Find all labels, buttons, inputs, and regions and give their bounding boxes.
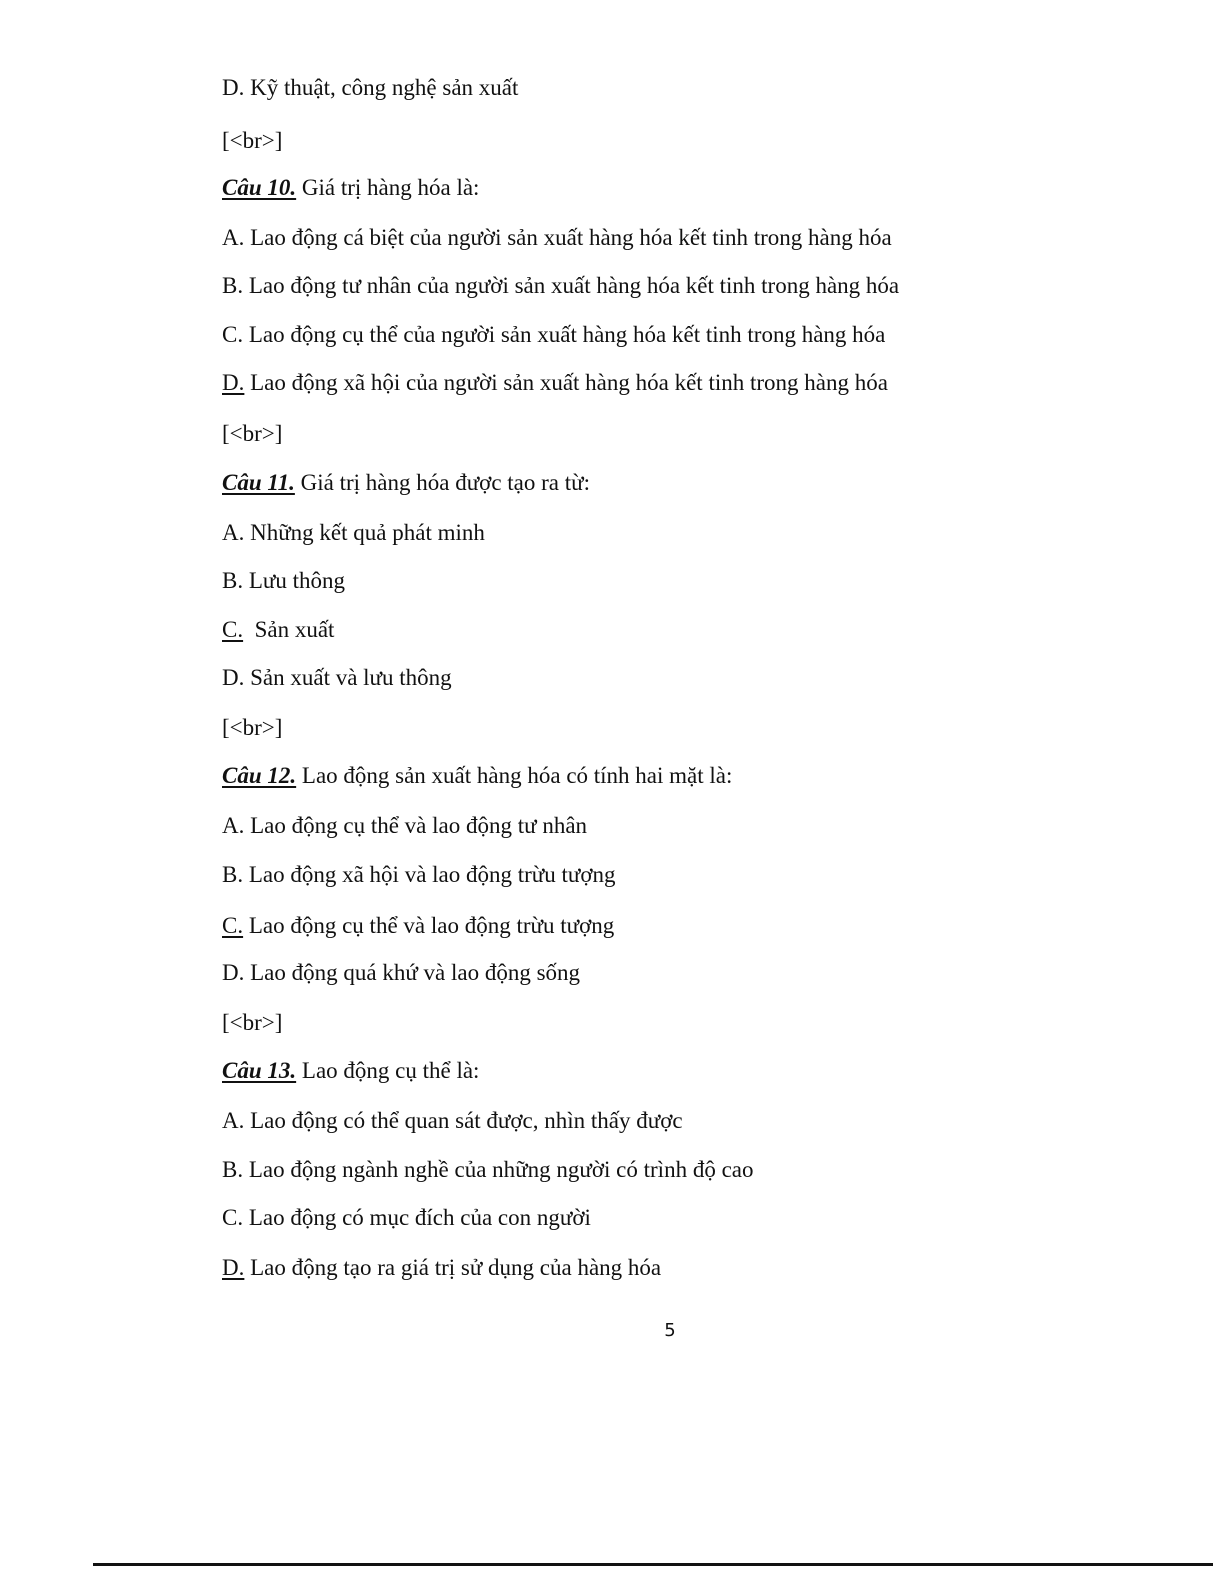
q12-option-b: B. Lao động xã hội và lao động trừu tượng: [222, 862, 616, 887]
question-10-stem: Giá trị hàng hóa là:: [296, 175, 480, 200]
q13-correct-answer-letter: D.: [222, 1255, 245, 1280]
q11-option-d: D. Sản xuất và lưu thông: [222, 665, 452, 690]
line-break-marker: [<br>]: [222, 1010, 283, 1035]
question-11-stem: Giá trị hàng hóa được tạo ra từ:: [294, 470, 590, 495]
q12-correct-answer-letter: C.: [222, 913, 244, 938]
question-11: [222, 468, 590, 498]
q11-correct-answer-letter: C.: [222, 617, 244, 642]
page-number: 5: [664, 1320, 676, 1341]
question-13-label: Câu 13.: [222, 1058, 297, 1083]
q9-option-d: D. Kỹ thuật, công nghệ sản xuất: [222, 75, 519, 100]
question-11-label: Câu 11.: [222, 470, 295, 495]
question-10: [222, 173, 479, 203]
q10-option-a: A. Lao động cá biệt của người sản xuất hàng hóa kết tinh trong hàng hóa: [222, 225, 892, 250]
line-break-marker: [<br>]: [222, 715, 283, 740]
q10-option-b: B. Lao động tư nhân của người sản xuất hàng hóa kết tinh trong hàng hóa: [222, 273, 900, 298]
q12-option-a: A. Lao động cụ thể và lao động tư nhân: [222, 813, 588, 838]
q10-option-c: C. Lao động cụ thể của người sản xuất hàng hóa kết tinh trong hàng hóa: [222, 322, 886, 347]
question-12: [222, 761, 732, 791]
q10-correct-answer-letter: D.: [222, 370, 245, 395]
q13-option-d-text: Lao động tạo ra giá trị sử dụng của hàng hóa: [244, 1255, 662, 1280]
q10-option-d-text: Lao động xã hội của người sản xuất hàng hóa kết tinh trong hàng hóa: [244, 370, 888, 395]
q13-option-b: B. Lao động ngành nghề của những người có trình độ cao: [222, 1157, 754, 1182]
q11-option-b: B. Lưu thông: [222, 568, 345, 593]
q11-option-c-text: Sản xuất: [243, 617, 335, 642]
q12-option-c: [222, 911, 614, 941]
line-break-marker: [<br>]: [222, 421, 283, 446]
question-13-stem: Lao động cụ thể là:: [296, 1058, 480, 1083]
question-12-label: Câu 12.: [222, 763, 297, 788]
q13-option-a: A. Lao động có thể quan sát được, nhìn thấy được: [222, 1108, 683, 1133]
q13-option-c: C. Lao động có mục đích của con người: [222, 1205, 591, 1230]
page-bottom-divider: [93, 1563, 1213, 1566]
q13-option-d: [222, 1253, 661, 1283]
question-10-label: Câu 10.: [222, 175, 297, 200]
line-break-marker: [<br>]: [222, 128, 283, 153]
q11-option-c: [222, 615, 334, 645]
q11-option-a: A. Những kết quả phát minh: [222, 520, 485, 545]
question-13: [222, 1056, 479, 1086]
question-12-stem: Lao động sản xuất hàng hóa có tính hai mặt là:: [296, 763, 733, 788]
q10-option-d: [222, 368, 888, 398]
q12-option-c-text: Lao động cụ thể và lao động trừu tượng: [243, 913, 615, 938]
q12-option-d: D. Lao động quá khứ và lao động sống: [222, 960, 581, 985]
